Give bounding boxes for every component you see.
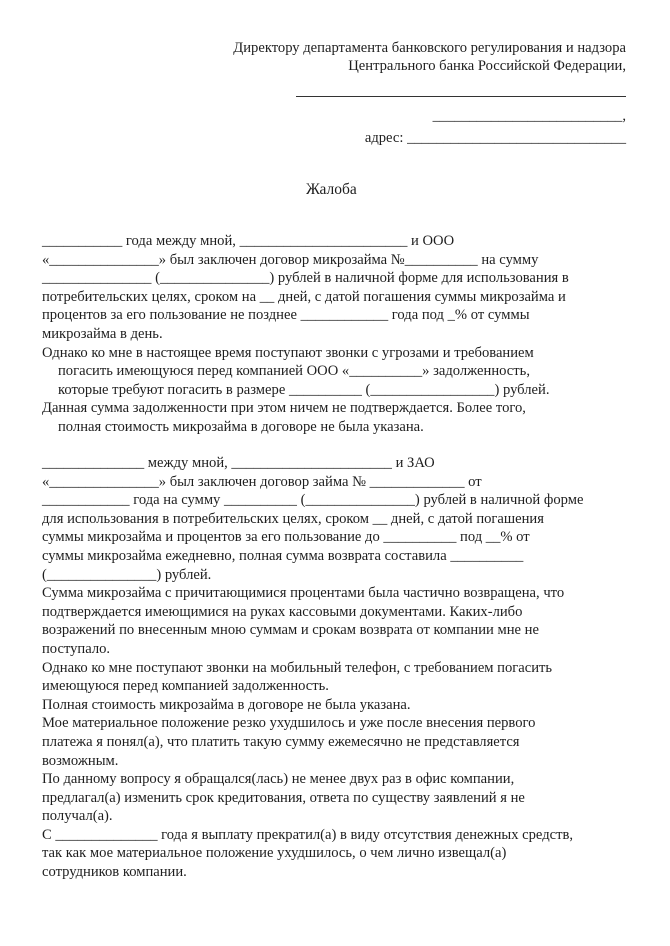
text-line: суммы микрозайма и процентов за его пользование до __________ под __% от <box>42 529 530 546</box>
section-1 <box>42 232 642 437</box>
text-line: полная стоимость микрозайма в договоре не была указана. <box>58 418 424 435</box>
text-line: для использования в потребительских целях, сроком __ дней, с датой погашения <box>42 510 544 527</box>
text-line: подтверждается имеющимися на руках кассовыми документами. Каких-либо <box>42 603 523 620</box>
text-line: платежа я понял(а), что платить такую сумму ежемесячно не представляется <box>42 733 520 750</box>
text-line: «_______________» был заключен договор микрозайма №__________ на сумму <box>42 251 539 268</box>
text-line: имеющуюся перед компанией задолженность. <box>42 678 329 695</box>
document-title: Жалоба <box>306 181 357 198</box>
text-line: сотрудников компании. <box>42 864 187 881</box>
address-line: адрес: ______________________________ <box>364 130 626 146</box>
text-line: Однако ко мне в настоящее время поступают звонки с угрозами и требованием <box>42 344 534 361</box>
text-line: возражений по внесенным мною суммам и срокам возврата от компании мне не <box>42 622 539 639</box>
text-line: микрозайма в день. <box>42 325 163 342</box>
text-line: поступало. <box>42 640 111 657</box>
text-line: С ______________ года я выплату прекратил(а) в виду отсутствия денежных средств, <box>42 826 574 843</box>
text-line: _______________ (_______________) рублей в наличной форме для использования в <box>42 270 569 287</box>
text-line: потребительских целях, сроком на __ дней, с датой погашения суммы микрозайма и <box>42 288 566 305</box>
text-line: Данная сумма задолженности при этом ничем не подтверждается. Более того, <box>42 400 526 417</box>
addressee-line-4: __________________________, <box>432 108 626 124</box>
text-line: ______________ между мной, ______________________ и ЗАО <box>42 455 435 471</box>
text-line: ___________ года между мной, _______________________ и ООО <box>42 233 455 249</box>
text-line: так как мое материальное положение ухудшилось, о чем лично извещал(а) <box>42 845 507 862</box>
text-line: По данному вопросу я обращался(лась) не менее двух раз в офис компании, <box>42 771 515 788</box>
section-2 <box>42 454 642 882</box>
text-line: возможным. <box>42 752 119 769</box>
text-line: получал(а). <box>42 808 113 825</box>
text-line: предлагал(а) изменить срок кредитования, ответа по существу заявлений я не <box>42 789 525 806</box>
text-line: погасить имеющуюся перед компанией ООО «__________» задолженность, <box>58 363 530 380</box>
text-line: (_______________) рублей. <box>42 566 212 583</box>
text-line: которые требуют погасить в размере __________ (_________________) рублей. <box>58 381 550 398</box>
text-line: Однако ко мне поступают звонки на мобильный телефон, с требованием погасить <box>42 659 553 676</box>
text-line: процентов за его пользование не позднее ____________ года под _% от суммы <box>42 307 530 324</box>
text-line: суммы микрозайма ежедневно, полная сумма возврата составила __________ <box>42 547 524 564</box>
text-line: Сумма микрозайма с причитающимися процентами была частично возвращена, что <box>42 585 565 602</box>
addressee-line-1: Директору департамента банковского регулирования и надзора <box>233 40 626 56</box>
addressee-line-2: Центрального банка Российской Федерации, <box>348 58 626 74</box>
text-line: ____________ года на сумму __________ (_______________) рублей в наличной форме <box>42 492 584 509</box>
addressee-blank-line <box>296 96 626 97</box>
text-line: Полная стоимость микрозайма в договоре не была указана. <box>42 696 411 713</box>
text-line: Мое материальное положение резко ухудшилось и уже после внесения первого <box>42 715 536 732</box>
text-line: «_______________» был заключен договор займа № _____________ от <box>42 473 482 490</box>
